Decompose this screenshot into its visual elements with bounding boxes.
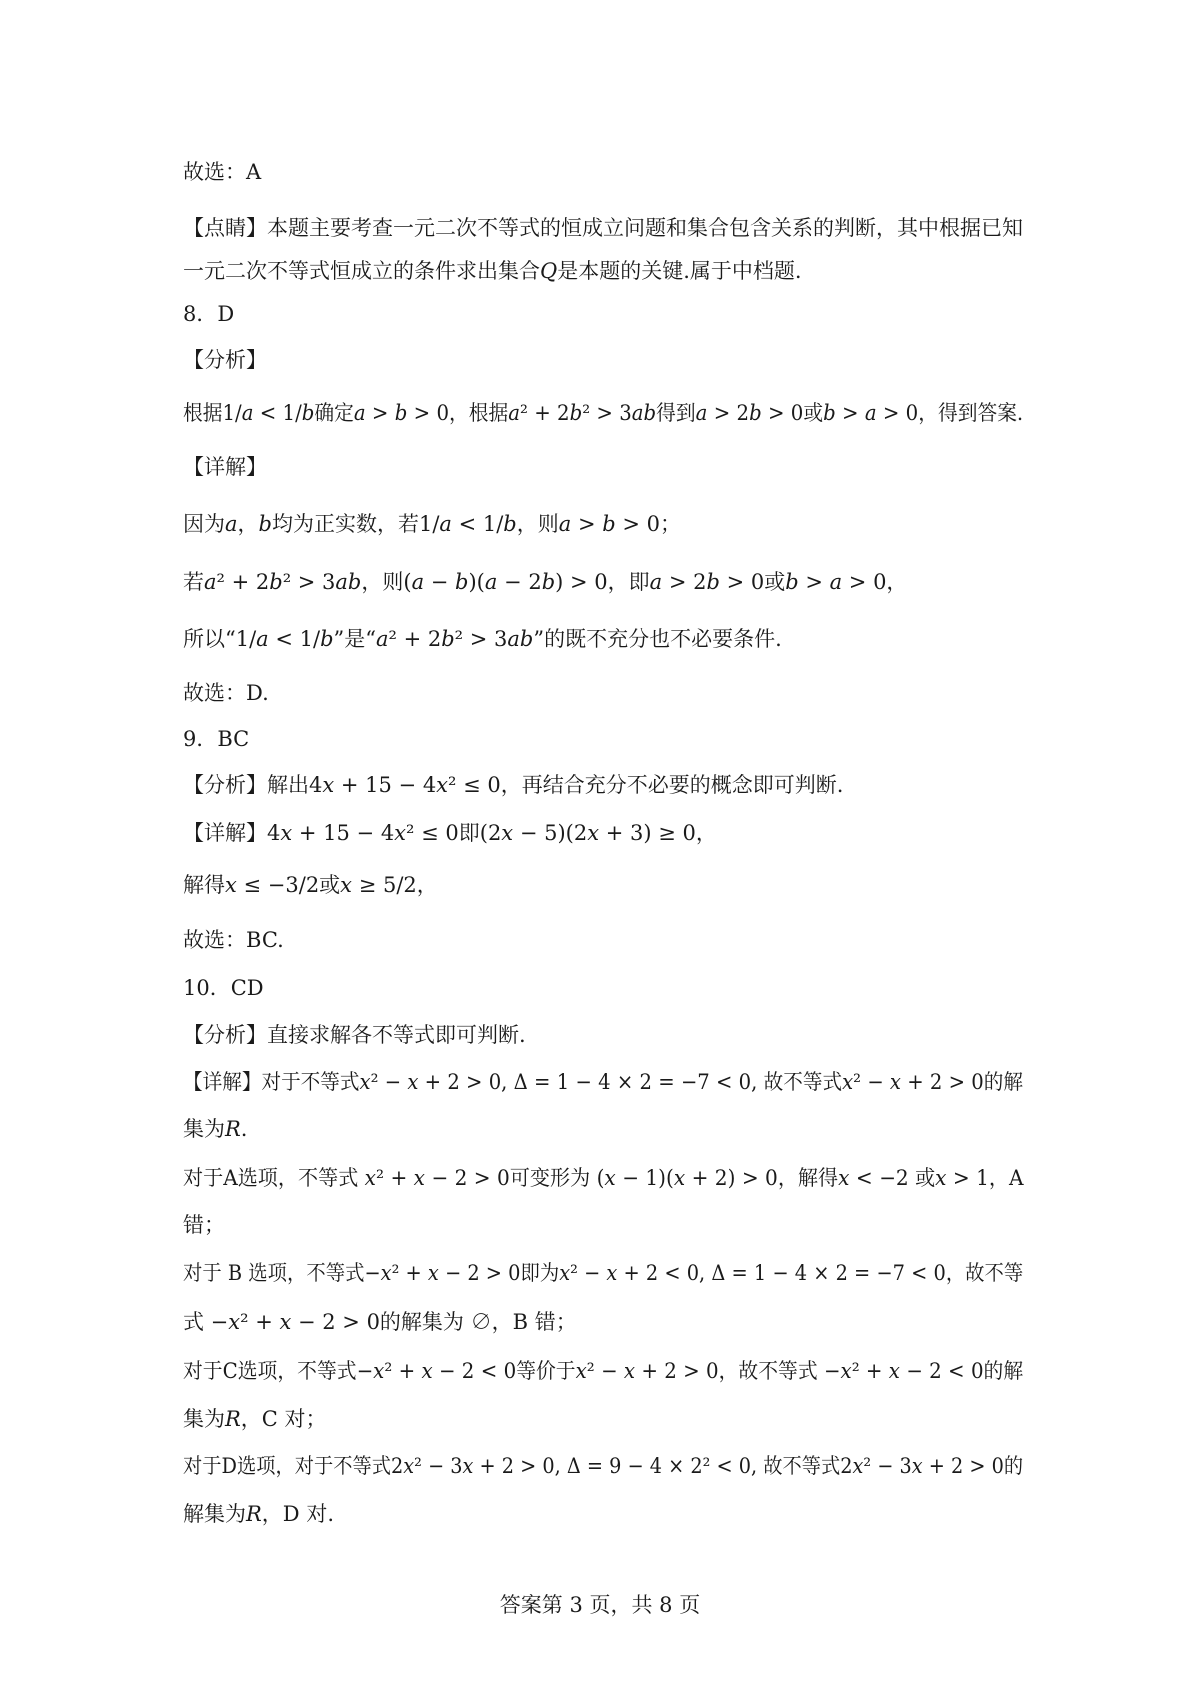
text-line: 【分析】直接求解各不等式即可判断. bbox=[183, 1023, 526, 1047]
text-line: 对于A选项，不等式 𝑥² + 𝑥 − 2 > 0可变形为 (𝑥 − 1)(𝑥 + 2) > 0，解得𝑥 < −2 或𝑥 > 1，A bbox=[183, 1166, 1024, 1190]
text-line: 集为𝑅. bbox=[183, 1117, 248, 1141]
text-line: 错； bbox=[183, 1213, 225, 1237]
text-line: 所以“1/𝑎 < 1/𝑏”是“𝑎² + 2𝑏² > 3𝑎𝑏”的既不充分也不必要条件. bbox=[183, 627, 782, 651]
page-footer: 答案第 3 页，共 8 页 bbox=[499, 1593, 701, 1617]
text-line: 10．CD bbox=[183, 976, 264, 1000]
text-line: 【详解】对于不等式𝑥² − 𝑥 + 2 > 0, Δ = 1 − 4 × 2 = −7 < 0, 故不等式𝑥² − 𝑥 + 2 > 0的解 bbox=[183, 1070, 1023, 1094]
text-line: 对于C选项，不等式−𝑥² + 𝑥 − 2 < 0等价于𝑥² − 𝑥 + 2 > 0，故不等式 −𝑥² + 𝑥 − 2 < 0的解 bbox=[183, 1359, 1024, 1383]
text-line: 解集为𝑅，D 对. bbox=[183, 1502, 334, 1526]
text-line: 故选：BC. bbox=[183, 928, 284, 952]
text-line: 【分析】 bbox=[183, 348, 267, 372]
text-line: 式 −𝑥² + 𝑥 − 2 > 0的解集为 ∅，B 错； bbox=[183, 1310, 577, 1334]
text-line: 【详解】4𝑥 + 15 − 4𝑥² ≤ 0即(2𝑥 − 5)(2𝑥 + 3) ≥ 0， bbox=[183, 821, 717, 845]
text-line: 【点睛】本题主要考查一元二次不等式的恒成立问题和集合包含关系的判断，其中根据已知 bbox=[183, 216, 1023, 240]
text-line: 故选：D. bbox=[183, 681, 269, 705]
text-line: 集为𝑅，C 对； bbox=[183, 1407, 327, 1431]
text-line: 对于D选项，对于不等式2𝑥² − 3𝑥 + 2 > 0, Δ = 9 − 4 × 2² < 0, 故不等式2𝑥² − 3𝑥 + 2 > 0的 bbox=[183, 1454, 1024, 1478]
text-line: 【详解】 bbox=[183, 455, 267, 479]
text-line: 解得𝑥 ≤ −3/2或𝑥 ≥ 5/2， bbox=[183, 873, 438, 897]
text-line: 【分析】解出4𝑥 + 15 − 4𝑥² ≤ 0，再结合充分不必要的概念即可判断. bbox=[183, 773, 844, 797]
text-line: 8．D bbox=[183, 302, 235, 326]
text-line: 若𝑎² + 2𝑏² > 3𝑎𝑏，则(𝑎 − 𝑏)(𝑎 − 2𝑏) > 0，即𝑎 > 2𝑏 > 0或𝑏 > 𝑎 > 0， bbox=[183, 570, 908, 594]
text-line: 9．BC bbox=[183, 727, 250, 751]
text-line: 故选：A bbox=[183, 160, 262, 184]
text-line: 根据1/𝑎 < 1/𝑏确定𝑎 > 𝑏 > 0，根据𝑎² + 2𝑏² > 3𝑎𝑏得到𝑎 > 2𝑏 > 0或𝑏 > 𝑎 > 0，得到答案. bbox=[183, 401, 1024, 425]
text-line: 一元二次不等式恒成立的条件求出集合𝑄是本题的关键.属于中档题. bbox=[183, 259, 802, 283]
text-line: 因为𝑎，𝑏均为正实数，若1/𝑎 < 1/𝑏，则𝑎 > 𝑏 > 0； bbox=[183, 512, 681, 536]
text-line: 对于 B 选项，不等式−𝑥² + 𝑥 − 2 > 0即为𝑥² − 𝑥 + 2 < 0, Δ = 1 − 4 × 2 = −7 < 0，故不等 bbox=[183, 1261, 1024, 1285]
